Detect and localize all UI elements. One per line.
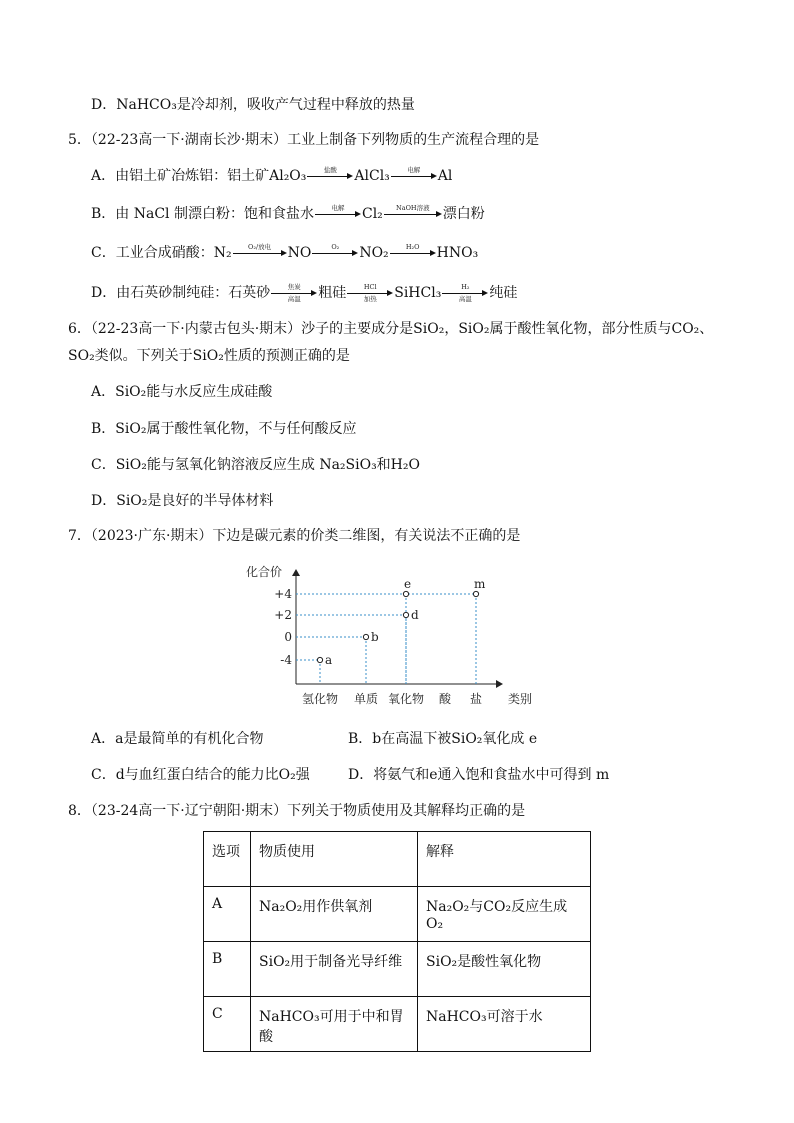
q7-option-c: C．d与血红蛋白结合的能力比O₂强 [91,767,310,783]
arrow-condition: 电解 [407,166,421,174]
x-axis-label: 类别 [508,692,533,706]
table-header-cell: 选项 [204,832,251,887]
data-point [317,657,322,662]
q6-option-c: C．SiO₂能与氢氧化钠溶液反应生成 Na₂SiO₃和H₂O [91,457,420,473]
table-header-cell: 解释 [418,832,591,887]
data-point [363,634,368,639]
data-point [473,591,478,596]
arrow-condition: 盐酸 [323,166,337,174]
y-axis-label: 化合价 [246,565,283,579]
q5-c-mid2: NO₂ [359,245,389,261]
table-row [204,997,591,1052]
x-tick-label: 氢化物 [301,692,339,706]
arrow-condition: 加热 [363,295,377,303]
q5-a-end: Al [437,168,453,184]
arrow-condition: O₂ [331,243,340,251]
table-cell: NaHCO₃可溶于水 [418,997,591,1052]
arrow-condition: H₂ [461,283,470,291]
table-header-cell: 物质使用 [251,832,418,887]
q5-a-mid: AlCl₃ [354,168,390,184]
table-header-row [204,832,591,887]
q5-a-prefix: A．由铝土矿冶炼铝：铝土矿Al₂O₃ [91,168,307,184]
table-cell: A [204,887,251,942]
arrow-condition: NaOH溶液 [396,204,430,212]
table-cell: Na₂O₂与CO₂反应生成O₂ [418,887,591,942]
table-row [204,887,591,942]
data-point-label: e [404,577,412,591]
q5-option-d [91,284,517,302]
q5-d-mid2: SiHCl₃ [394,285,442,301]
q5-b-end: 漂白粉 [442,206,485,222]
data-point [403,612,408,617]
x-tick-label: 单质 [353,692,379,706]
reaction-arrow [391,167,437,185]
q8-stem: 8．（23-24高一下·辽宁朝阳·期末）下列关于物质使用及其解释均正确的是 [68,803,526,819]
q7-option-b: B．b在高温下被SiO₂氧化成 e [348,731,538,747]
data-point-label: m [474,577,486,591]
x-tick-label: 盐 [469,692,483,706]
y-tick-label: +2 [274,608,292,622]
y-tick-label: +4 [274,587,292,601]
q7-option-a: A．a是最简单的有机化合物 [91,731,264,747]
data-point-label: a [325,653,333,667]
reaction-arrow [347,284,393,302]
q5-d-prefix: D．由石英砂制纯硅：石英砂 [91,285,271,301]
q5-d-mid1: 粗硅 [318,285,347,301]
reaction-arrow [384,205,442,223]
q6-option-d: D．SiO₂是良好的半导体材料 [91,493,274,509]
table-cell: SiO₂是酸性氧化物 [418,942,591,997]
q5-option-c [91,244,478,262]
arrow-condition: 高温 [287,295,301,303]
arrow-condition: O₂/放电 [248,243,272,251]
q5-option-a [91,167,452,185]
q5-option-b [91,205,485,223]
q5-c-mid1: NO [287,245,312,261]
arrow-condition: 高温 [458,295,472,303]
table-row [204,942,591,997]
reaction-arrow [271,284,317,302]
reaction-arrow [307,167,353,185]
x-tick-label: 氧化物 [387,692,425,706]
valence-class-chart [240,562,540,712]
table-cell: NaHCO₃可用于中和胃酸 [251,997,418,1052]
reaction-arrow [442,284,488,302]
table-cell: Na₂O₂用作供氧剂 [251,887,418,942]
q6-option-b: B．SiO₂属于酸性氧化物，不与任何酸反应 [91,421,357,437]
arrow-condition: 电解 [331,204,345,212]
q5-c-prefix: C．工业合成硝酸：N₂ [91,245,232,261]
q5-stem: 5．（22-23高一下·湖南长沙·期末）工业上制备下列物质的生产流程合理的是 [68,132,540,148]
table-cell: C [204,997,251,1052]
data-point-label: b [371,630,379,644]
arrow-condition: 焦炭 [287,283,301,291]
q7-stem: 7．（2023·广东·期末）下边是碳元素的价类二维图，有关说法不正确的是 [68,528,521,544]
q5-b-prefix: B．由 NaCl 制漂白粉：饱和食盐水 [91,206,314,222]
data-point [403,591,408,596]
q8-table [203,831,591,1052]
reaction-arrow [312,244,358,262]
q5-b-mid: Cl₂ [361,206,383,222]
q6-stem-line1: 6．（22-23高一下·内蒙古包头·期末）沙子的主要成分是SiO₂，SiO₂属于酸性氧化物，部分性质与CO₂、 [68,321,714,337]
q4-option-d: D．NaHCO₃是冷却剂，吸收产气过程中释放的热量 [91,97,415,113]
q6-option-a: A．SiO₂能与水反应生成硅酸 [91,384,273,400]
q5-d-end: 纯硅 [489,285,518,301]
y-tick-label: 0 [284,630,292,644]
table-cell: B [204,942,251,997]
reaction-arrow [390,244,436,262]
arrow-condition: HCl [363,283,377,291]
reaction-arrow [233,244,287,262]
q7-option-d: D．将氨气和e通入饱和食盐水中可得到 m [348,767,610,783]
q6-stem-line2: SO₂类似。下列关于SiO₂性质的预测正确的是 [68,348,350,364]
reaction-arrow [315,205,361,223]
arrow-condition: H₂O [405,243,420,251]
table-cell: SiO₂用于制备光导纤维 [251,942,418,997]
q5-c-end: HNO₃ [436,245,479,261]
x-tick-label: 酸 [438,692,452,706]
data-point-label: d [411,608,419,622]
y-tick-label: -4 [280,653,292,667]
